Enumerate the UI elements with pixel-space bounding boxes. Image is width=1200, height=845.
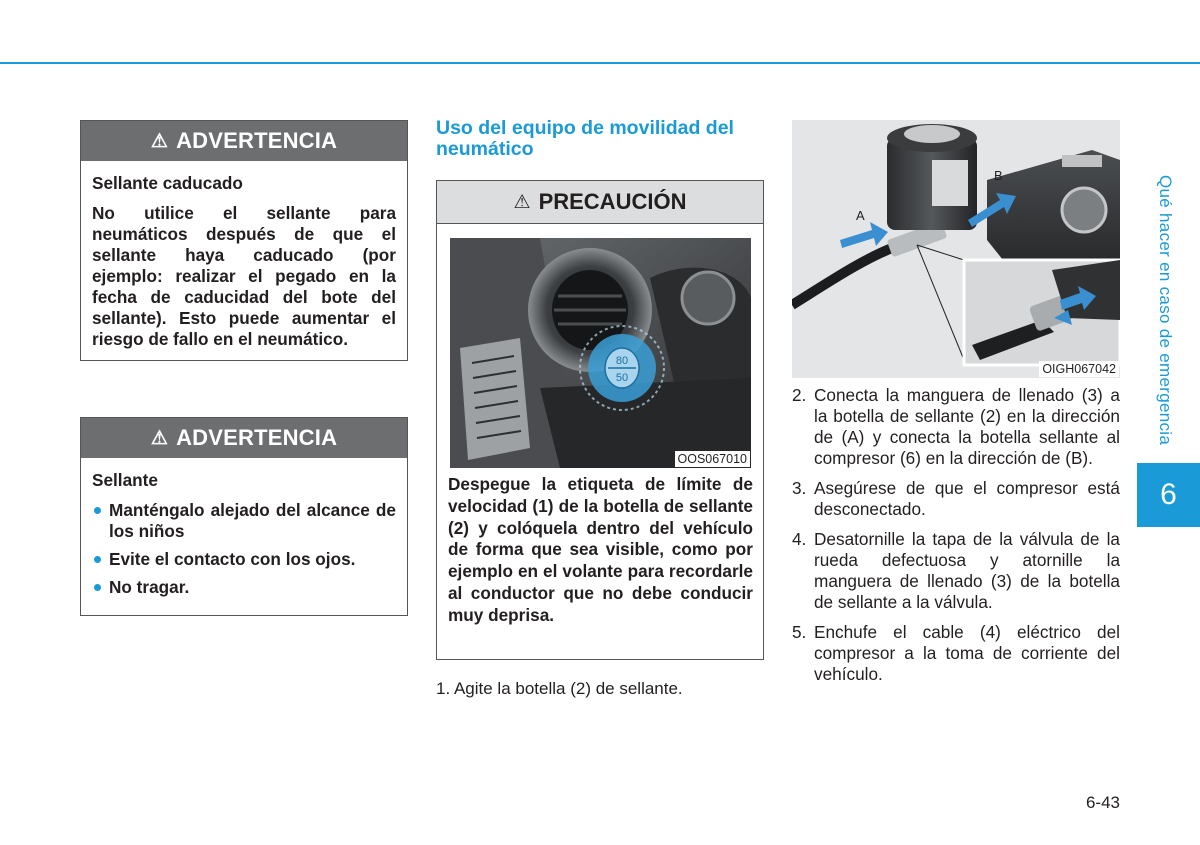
caution-text: Despegue la etiqueta de límite de velocidad (1) de la botella de sellante (2) y colóquela dentro del vehículo de forma que sea visible, como por ejemplo en el volante para recordarle al conductor que no debe conducir muy deprisa.	[448, 474, 753, 625]
bullet-item: Evite el contacto con los ojos.	[92, 549, 396, 570]
warning-header	[81, 418, 407, 458]
compressor-connection-photo	[792, 120, 1120, 378]
step-1: 1. Agite la botella (2) de sellante.	[436, 679, 683, 698]
caution-header	[437, 181, 763, 224]
step-text: Asegúrese de que el compresor está desconectado.	[814, 478, 1120, 519]
warning-heading: ADVERTENCIA	[176, 128, 338, 153]
step-item	[792, 622, 1120, 685]
warning-box-expired-sealant	[80, 120, 408, 361]
step-text: Enchufe el cable (4) eléctrico del compresor a la toma de corriente del vehículo.	[814, 622, 1120, 684]
warning-header	[81, 121, 407, 161]
warning-triangle-icon: ⚠	[150, 130, 169, 152]
label-b: B	[994, 168, 1003, 183]
bullet-item: Manténgalo alejado del alcance de los niños	[92, 500, 396, 542]
step-item	[792, 478, 1120, 520]
dashboard-illustration	[450, 238, 751, 468]
warning-subtitle: Sellante	[92, 470, 158, 490]
warning-triangle-icon: ⚠	[150, 427, 169, 449]
caution-heading: PRECAUCIÓN	[538, 189, 687, 214]
step-item	[792, 529, 1120, 613]
warning-bullet-list	[92, 500, 396, 598]
chapter-number-tab: 6	[1137, 463, 1200, 527]
warning-subtitle: Sellante caducado	[92, 173, 243, 193]
label-a: A	[856, 208, 865, 223]
step-number: 5.	[792, 622, 807, 642]
step-number: 3.	[792, 478, 807, 498]
caution-triangle-icon: ⚠	[513, 191, 531, 213]
gauge-top-value: 80	[615, 355, 629, 367]
compressor-illustration	[792, 120, 1120, 378]
page-number: 6-43	[1085, 793, 1120, 812]
caution-box	[436, 180, 764, 660]
bullet-item: No tragar.	[92, 577, 396, 598]
top-rule	[0, 62, 1200, 64]
section-title: Uso del equipo de movilidad del neumático	[436, 117, 734, 160]
warning-box-sealant	[80, 417, 408, 616]
step-number: 4.	[792, 529, 807, 549]
warning-text: No utilice el sellante para neumáticos después de que el sellante haya caducado (por ejemplo: realizar el pegado en la fecha de caducidad del bote del sellante). Esto puede aumentar el riesgo de fallo en el neumático.	[92, 203, 396, 349]
dashboard-speed-label-photo	[450, 238, 751, 468]
photo-code: OIGH067042	[1039, 361, 1119, 377]
step-text: Conecta la manguera de llenado (3) a la botella de sellante (2) en la dirección de (A) y conecta la botella sellante al compresor (6) en la dirección de (B).	[814, 385, 1120, 468]
chapter-side-title: Qué hacer en caso de emergencia	[1156, 175, 1175, 446]
gauge-bottom-value: 50	[615, 372, 629, 384]
warning-heading: ADVERTENCIA	[176, 425, 338, 450]
step-text: Desatornille la tapa de la válvula de la rueda defectuosa y atornille la manguera de llenado (3) de la botella de sellante a la válvula.	[814, 529, 1120, 612]
photo-code: OOS067010	[675, 451, 751, 467]
step-number: 2.	[792, 385, 807, 405]
steps-list	[792, 385, 1120, 694]
step-item	[792, 385, 1120, 469]
